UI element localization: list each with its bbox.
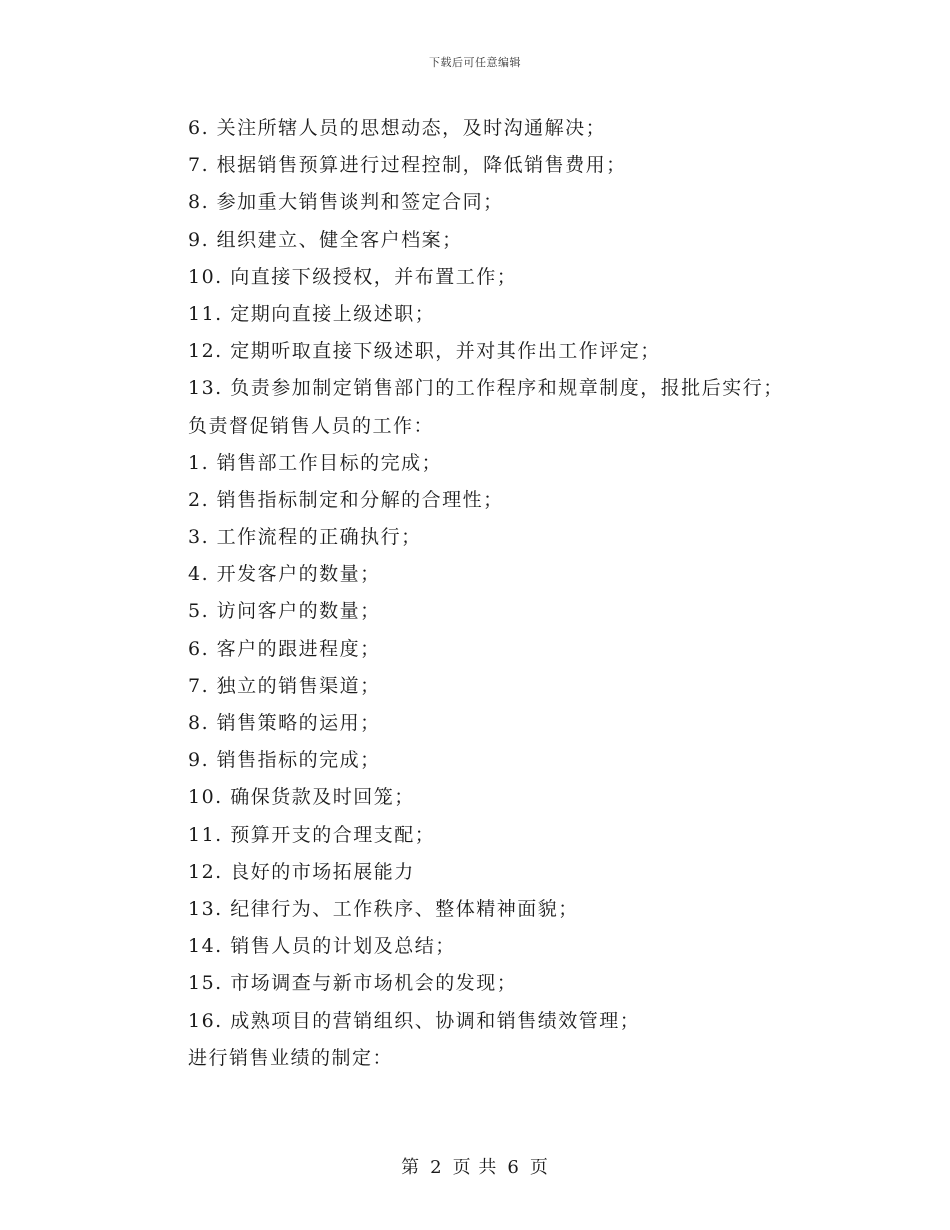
text-line: 10. 向直接下级授权，并布置工作；: [188, 265, 518, 288]
page-footer-prefix: 第: [401, 1157, 421, 1178]
text-line: 3. 工作流程的正确执行；: [188, 526, 422, 549]
text-line: 2. 销售指标制定和分解的合理性；: [188, 488, 504, 511]
text-line: 14. 销售人员的计划及总结；: [188, 935, 456, 958]
text-line: 6. 客户的跟进程度；: [188, 637, 381, 660]
text-line: 1. 销售部工作目标的完成；: [188, 451, 443, 474]
text-line: 10. 确保货款及时回笼；: [188, 786, 415, 809]
text-line: 8. 参加重大销售谈判和签定合同；: [188, 191, 504, 214]
text-line: 4. 开发客户的数量；: [188, 563, 381, 586]
text-line: 16. 成熟项目的营销组织、协调和销售绩效管理；: [188, 1009, 641, 1032]
document-body: [188, 110, 888, 1077]
text-line: 7. 根据销售预算进行过程控制，降低销售费用；: [188, 154, 627, 177]
text-line: 6. 关注所辖人员的思想动态，及时沟通解决；: [188, 117, 607, 139]
text-line: 7. 独立的销售渠道；: [188, 674, 381, 697]
section-heading: 进行销售业绩的制定：: [188, 1046, 394, 1069]
total-page-count: 6: [507, 1157, 520, 1178]
current-page-number: 2: [430, 1157, 443, 1178]
text-line: 8. 销售策略的运用；: [188, 712, 381, 734]
page-header: 下载后可任意编辑: [429, 56, 521, 69]
text-line: 11. 预算开支的合理支配；: [188, 823, 436, 846]
section-heading: 负责督促销售人员的工作：: [188, 414, 435, 437]
page-number-footer: [0, 1153, 950, 1179]
text-line: 15. 市场调查与新市场机会的发现；: [188, 972, 518, 995]
page-footer-suffix: 页: [529, 1157, 549, 1178]
text-line: 9. 组织建立、健全客户档案；: [188, 228, 463, 251]
text-line: 5. 访问客户的数量；: [188, 600, 381, 623]
text-line: 12. 定期听取直接下级述职，并对其作出工作评定；: [188, 340, 661, 363]
page-footer-middle: 页 共: [452, 1157, 498, 1178]
text-line: 13. 纪律行为、工作秩序、整体精神面貌；: [188, 897, 579, 920]
text-line: 12. 良好的市场拓展能力: [188, 860, 415, 883]
text-line: 11. 定期向直接上级述职；: [188, 302, 436, 325]
text-line: 13. 负责参加制定销售部门的工作程序和规章制度，报批后实行；: [188, 377, 784, 400]
text-line: 9. 销售指标的完成；: [188, 749, 381, 772]
